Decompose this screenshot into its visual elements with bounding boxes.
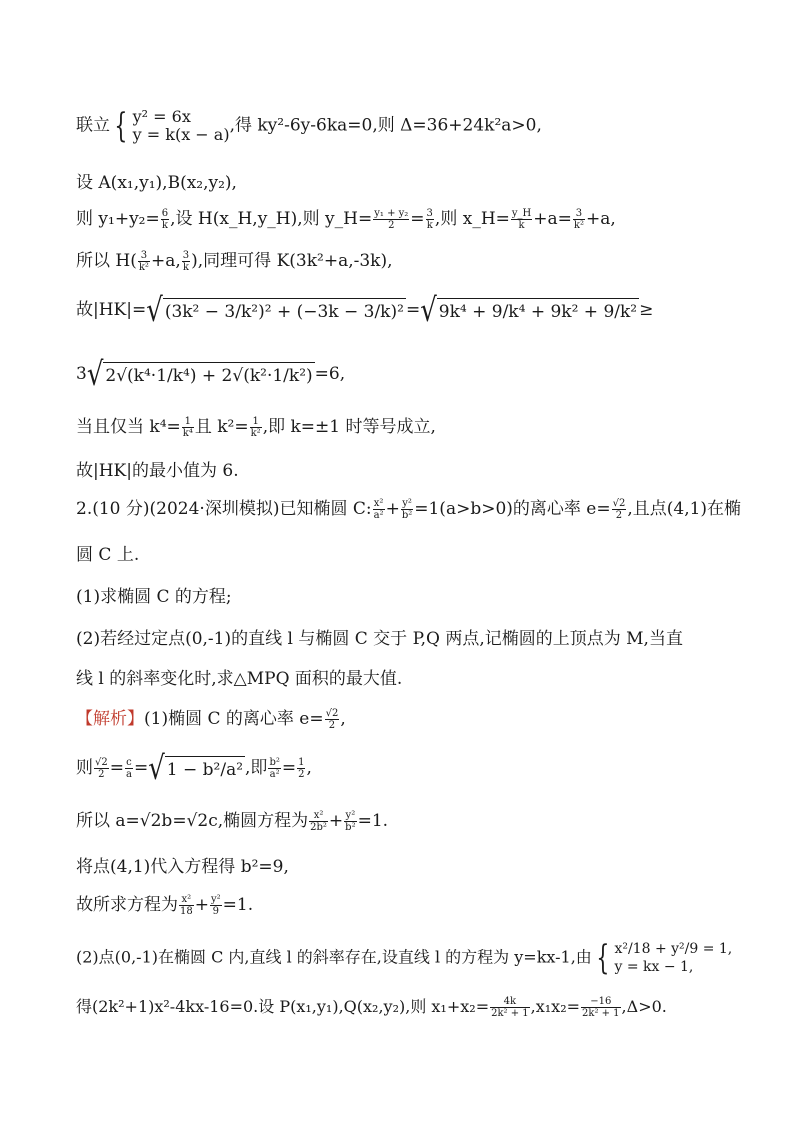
numerator: c xyxy=(126,757,132,768)
fraction xyxy=(182,250,190,273)
solution-line-3 xyxy=(76,810,388,833)
denominator: k² xyxy=(250,428,261,439)
equation-system xyxy=(614,940,732,976)
equation-system xyxy=(133,108,230,144)
denominator: b² xyxy=(401,510,413,521)
numerator: −16 xyxy=(581,996,621,1008)
text: ,且点(4,1)在椭 xyxy=(627,499,742,519)
numerator: b² xyxy=(269,757,280,768)
text: 得(2k²+1)x²-4kx-16=0.设 P(x₁,y₁),Q(x₂,y₂),则 x₁+x₂= xyxy=(76,997,490,1016)
sqrt-icon: √ xyxy=(420,291,437,330)
text: 则 xyxy=(76,758,93,778)
numerator: √2 xyxy=(612,498,626,509)
text: + xyxy=(385,499,400,519)
denominator: k² xyxy=(573,220,584,231)
text: =6, xyxy=(314,364,346,384)
sqrt-icon: √ xyxy=(146,291,163,330)
numerator: 3 xyxy=(138,250,150,262)
system-row: y = k(x − a) xyxy=(132,125,230,144)
numerator: y² xyxy=(345,810,356,821)
radical xyxy=(146,291,406,330)
radical xyxy=(148,749,245,788)
line-5 xyxy=(76,291,654,330)
text: =1. xyxy=(357,811,389,831)
text: =1. xyxy=(222,895,254,915)
text: + xyxy=(194,895,209,915)
sqrt-icon: √ xyxy=(86,355,104,394)
denominator: a² xyxy=(373,510,384,521)
system-row: y = kx − 1, xyxy=(614,959,694,975)
numerator: y² xyxy=(402,498,412,509)
denominator: b² xyxy=(345,822,356,833)
text: 联立 xyxy=(76,115,110,136)
denominator: 2k² + 1 xyxy=(491,1008,529,1019)
numerator: 6 xyxy=(161,208,169,219)
fraction xyxy=(210,894,222,917)
numerator: 3 xyxy=(426,208,433,219)
analysis-tag: 【解析】 xyxy=(76,709,144,729)
question-1: (1)求椭圆 C 的方程; xyxy=(76,587,232,607)
text: 所以 H( xyxy=(76,251,137,271)
denominator: k² xyxy=(138,262,149,273)
text: 当且仅当 k⁴= xyxy=(76,417,181,437)
text: = xyxy=(109,758,124,778)
solution-line-5 xyxy=(76,894,253,917)
text: = xyxy=(405,300,421,320)
question-2-cont: 线 l 的斜率变化时,求△MPQ 面积的最大值. xyxy=(76,669,403,689)
numerator: x² xyxy=(309,810,328,822)
text: 3 xyxy=(76,364,87,384)
fraction xyxy=(344,810,356,833)
numerator: 3 xyxy=(573,208,585,220)
numerator: 3 xyxy=(182,250,190,261)
text: ,设 H(x_H,y_H),则 y_H= xyxy=(170,209,373,229)
fraction xyxy=(268,757,280,780)
denominator: a xyxy=(125,769,132,780)
fraction xyxy=(373,498,385,521)
text: 2.(10 分)(2024·深圳模拟)已知椭圆 C: xyxy=(76,499,372,519)
text: ,则 x_H= xyxy=(434,209,510,229)
solution-line-6 xyxy=(76,940,732,976)
radicand: 9k⁴ + 9/k⁴ + 9k² + 9/k² xyxy=(437,298,639,323)
numerator: y² xyxy=(210,894,221,905)
fraction xyxy=(182,416,194,439)
text: = xyxy=(281,758,297,778)
denominator: 2 xyxy=(298,769,305,780)
text: , xyxy=(340,709,346,729)
text: 故|HK|= xyxy=(76,300,147,320)
fraction xyxy=(401,498,413,521)
numerator: y_H xyxy=(511,208,532,219)
text: ≥ xyxy=(639,300,654,320)
line-4 xyxy=(76,250,393,273)
text: +a, xyxy=(585,209,616,229)
solution-line-2 xyxy=(76,749,312,788)
numerator: √2 xyxy=(325,708,339,719)
radicand: 1 − b²/a² xyxy=(165,756,245,781)
text: , xyxy=(306,758,312,778)
fraction xyxy=(612,498,627,521)
fraction xyxy=(373,208,409,231)
system-row: y² = 6x xyxy=(132,107,191,126)
fraction xyxy=(490,996,530,1019)
numerator: 1 xyxy=(298,757,305,768)
solution-line-1 xyxy=(76,708,346,731)
denominator: 18 xyxy=(180,906,193,917)
text: ,即 k=±1 时等号成立, xyxy=(262,417,436,437)
denominator: 2b² xyxy=(310,822,327,833)
left-brace-icon: { xyxy=(114,106,128,146)
text: 所以 a=√2b=√2c,椭圆方程为 xyxy=(76,811,309,831)
text: (2)点(0,-1)在椭圆 C 内,直线 l 的斜率存在,设直线 l 的方程为 y=kx-1,由 xyxy=(76,947,592,967)
text: 则 y₁+y₂= xyxy=(76,209,160,229)
radical xyxy=(86,355,315,394)
fraction xyxy=(125,757,133,780)
denominator: k xyxy=(518,220,525,231)
text: + xyxy=(328,811,344,831)
question-2: (2)若经过定点(0,-1)的直线 l 与椭圆 C 交于 P,Q 两点,记椭圆的上顶点为 M,当直 xyxy=(76,629,683,649)
denominator: a² xyxy=(269,769,280,780)
fraction xyxy=(573,208,585,231)
fraction xyxy=(250,416,262,439)
numerator: 4k xyxy=(490,996,530,1008)
denominator: 2k² + 1 xyxy=(582,1008,620,1019)
left-brace-icon: { xyxy=(596,938,610,978)
fraction xyxy=(94,757,109,780)
fraction xyxy=(511,208,532,231)
denominator: 2 xyxy=(328,720,336,731)
numerator: y₁ + y₂ xyxy=(374,208,409,219)
numerator: 1 xyxy=(250,416,262,428)
denominator: 2 xyxy=(98,769,105,780)
denominator: 9 xyxy=(212,906,219,917)
line-3 xyxy=(76,208,616,231)
text: = xyxy=(133,758,149,778)
radical xyxy=(420,291,639,330)
text: =1(a>b>0)的离心率 e= xyxy=(414,499,611,519)
line-8: 故|HK|的最小值为 6. xyxy=(76,461,239,481)
text: ,得 ky²-6y-6ka=0,则 Δ=36+24k²a>0, xyxy=(229,115,542,136)
denominator: k xyxy=(426,220,433,231)
text: ,即 xyxy=(245,758,268,778)
line-system-1 xyxy=(76,108,542,144)
denominator: k⁴ xyxy=(182,428,193,439)
fraction xyxy=(161,208,169,231)
problem-2-stem xyxy=(76,498,741,521)
denominator: 2 xyxy=(388,220,395,231)
text: (1)椭圆 C 的离心率 e= xyxy=(144,709,324,729)
text: ,x₁x₂= xyxy=(530,997,581,1016)
fraction xyxy=(179,894,194,917)
numerator: x² xyxy=(179,894,194,906)
text: 且 k²= xyxy=(194,417,249,437)
solution-line-4: 将点(4,1)代入方程得 b²=9, xyxy=(76,857,289,877)
sqrt-icon: √ xyxy=(148,749,165,788)
fraction xyxy=(426,208,434,231)
denominator: 2 xyxy=(615,510,623,521)
problem-2-stem-cont: 圆 C 上. xyxy=(76,545,140,565)
fraction xyxy=(309,810,328,833)
numerator: √2 xyxy=(95,757,108,768)
text: ),同理可得 K(3k²+a,-3k), xyxy=(191,251,393,271)
line-7 xyxy=(76,416,436,439)
system-row: x²/18 + y²/9 = 1, xyxy=(614,941,733,957)
line-2: 设 A(x₁,y₁),B(x₂,y₂), xyxy=(76,173,237,193)
line-6 xyxy=(76,355,346,394)
solution-line-7 xyxy=(76,996,667,1019)
fraction xyxy=(581,996,621,1019)
fraction xyxy=(325,708,340,731)
text: ,Δ>0. xyxy=(621,997,667,1016)
radicand: 2√(k⁴·1/k⁴) + 2√(k²·1/k²) xyxy=(103,362,314,387)
numerator: 1 xyxy=(182,416,194,428)
fraction xyxy=(297,757,305,780)
fraction xyxy=(138,250,150,273)
denominator: k xyxy=(182,262,189,273)
text: = xyxy=(410,209,425,229)
numerator: x² xyxy=(373,498,384,509)
text: +a, xyxy=(150,251,181,271)
radicand: (3k² − 3/k²)² + (−3k − 3/k)² xyxy=(163,298,406,323)
text: +a= xyxy=(533,209,572,229)
denominator: k xyxy=(161,220,168,231)
text: 故所求方程为 xyxy=(76,895,178,915)
